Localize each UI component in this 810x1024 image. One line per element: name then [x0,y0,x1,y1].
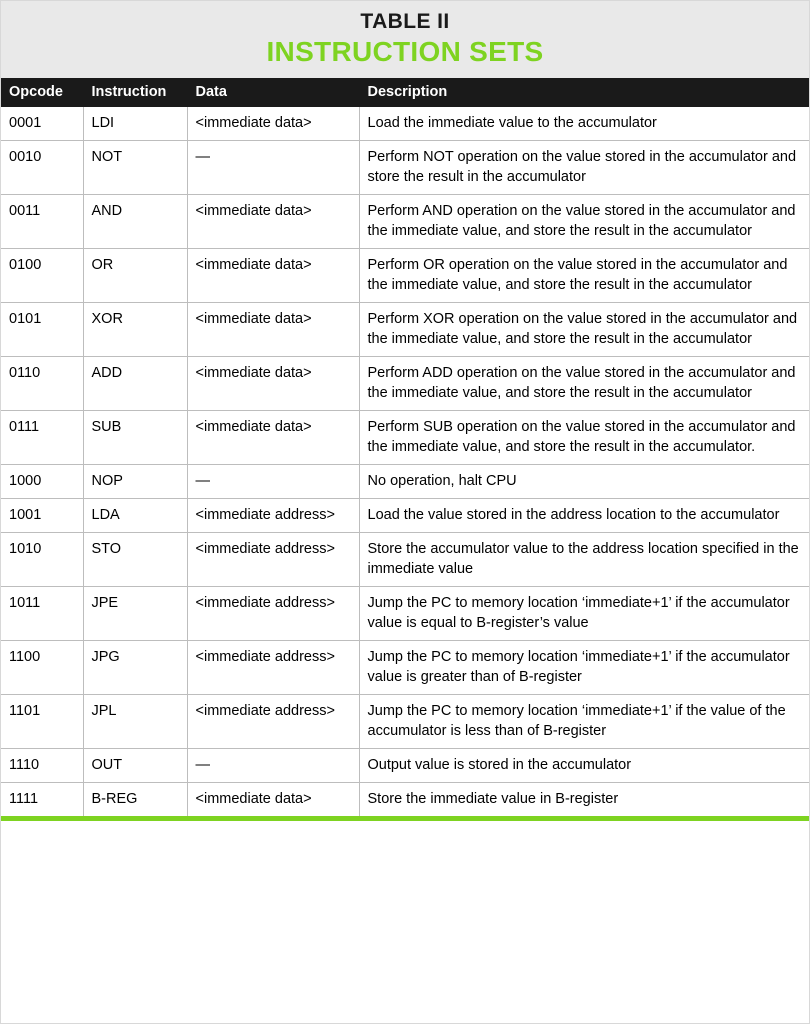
cell-description: Jump the PC to memory location ‘immediate+1’ if the accumulator value is greater than of B-register [359,641,809,695]
cell-description: No operation, halt CPU [359,465,809,499]
cell-data: <immediate data> [187,783,359,817]
cell-data: <immediate address> [187,533,359,587]
table-row [1,249,809,303]
cell-instruction: STO [83,533,187,587]
instruction-set-table [1,78,809,816]
cell-data: <immediate data> [187,107,359,141]
table-row [1,783,809,817]
cell-data: <immediate address> [187,499,359,533]
cell-opcode: 0100 [1,249,83,303]
table-header-row [1,78,809,107]
table-row [1,587,809,641]
cell-instruction: XOR [83,303,187,357]
page-title: INSTRUCTION SETS [266,36,544,68]
cell-opcode: 1111 [1,783,83,817]
column-header-description: Description [359,78,809,107]
cell-opcode: 1011 [1,587,83,641]
table-row [1,195,809,249]
cell-opcode: 0101 [1,303,83,357]
cell-instruction: NOP [83,465,187,499]
cell-data: <immediate address> [187,587,359,641]
table-row [1,141,809,195]
cell-description: Perform ADD operation on the value stored in the accumulator and the immediate value, and store the result in the accumulator [359,357,809,411]
cell-data: — [187,465,359,499]
cell-instruction: JPG [83,641,187,695]
table-row [1,695,809,749]
table-body [1,107,809,816]
table-row [1,107,809,141]
cell-description: Load the value stored in the address location to the accumulator [359,499,809,533]
cell-data: <immediate address> [187,641,359,695]
cell-opcode: 1100 [1,641,83,695]
table-row [1,499,809,533]
cell-instruction: JPL [83,695,187,749]
cell-description: Perform AND operation on the value stored in the accumulator and the immediate value, and store the result in the accumulator [359,195,809,249]
cell-description: Output value is stored in the accumulator [359,749,809,783]
cell-instruction: ADD [83,357,187,411]
cell-opcode: 0010 [1,141,83,195]
cell-opcode: 0111 [1,411,83,465]
cell-instruction: LDI [83,107,187,141]
bottom-spacer [1,821,809,827]
cell-description: Perform OR operation on the value stored in the accumulator and the immediate value, and store the result in the accumulator [359,249,809,303]
cell-instruction: LDA [83,499,187,533]
table-row [1,749,809,783]
table-row [1,641,809,695]
cell-instruction: OR [83,249,187,303]
cell-description: Jump the PC to memory location ‘immediate+1’ if the value of the accumulator is less than of B-register [359,695,809,749]
table-title-block [1,1,809,78]
cell-opcode: 1110 [1,749,83,783]
cell-data: <immediate data> [187,303,359,357]
table-row [1,411,809,465]
cell-opcode: 0110 [1,357,83,411]
table-row [1,533,809,587]
cell-description: Perform SUB operation on the value stored in the accumulator and the immediate value, and store the result in the accumulator. [359,411,809,465]
column-header-instruction: Instruction [83,78,187,107]
table-header [1,78,809,107]
cell-description: Store the accumulator value to the address location specified in the immediate value [359,533,809,587]
cell-description: Perform NOT operation on the value stored in the accumulator and store the result in the accumulator [359,141,809,195]
cell-data: <immediate data> [187,411,359,465]
cell-instruction: JPE [83,587,187,641]
cell-opcode: 1001 [1,499,83,533]
cell-description: Perform XOR operation on the value stored in the accumulator and the immediate value, and store the result in the accumulator [359,303,809,357]
cell-data: — [187,749,359,783]
cell-description: Jump the PC to memory location ‘immediate+1’ if the accumulator value is equal to B-register’s value [359,587,809,641]
table-number-label: TABLE II [360,10,450,33]
cell-data: <immediate data> [187,195,359,249]
cell-data: <immediate address> [187,695,359,749]
cell-instruction: SUB [83,411,187,465]
cell-data: — [187,141,359,195]
cell-instruction: NOT [83,141,187,195]
cell-opcode: 0011 [1,195,83,249]
table-row [1,357,809,411]
cell-opcode: 1000 [1,465,83,499]
cell-description: Store the immediate value in B-register [359,783,809,817]
column-header-opcode: Opcode [1,78,83,107]
cell-instruction: AND [83,195,187,249]
cell-data: <immediate data> [187,357,359,411]
table-row [1,465,809,499]
cell-opcode: 1010 [1,533,83,587]
cell-instruction: B-REG [83,783,187,817]
cell-description: Load the immediate value to the accumulator [359,107,809,141]
cell-instruction: OUT [83,749,187,783]
cell-opcode: 1101 [1,695,83,749]
cell-data: <immediate data> [187,249,359,303]
column-header-data: Data [187,78,359,107]
table-row [1,303,809,357]
cell-opcode: 0001 [1,107,83,141]
